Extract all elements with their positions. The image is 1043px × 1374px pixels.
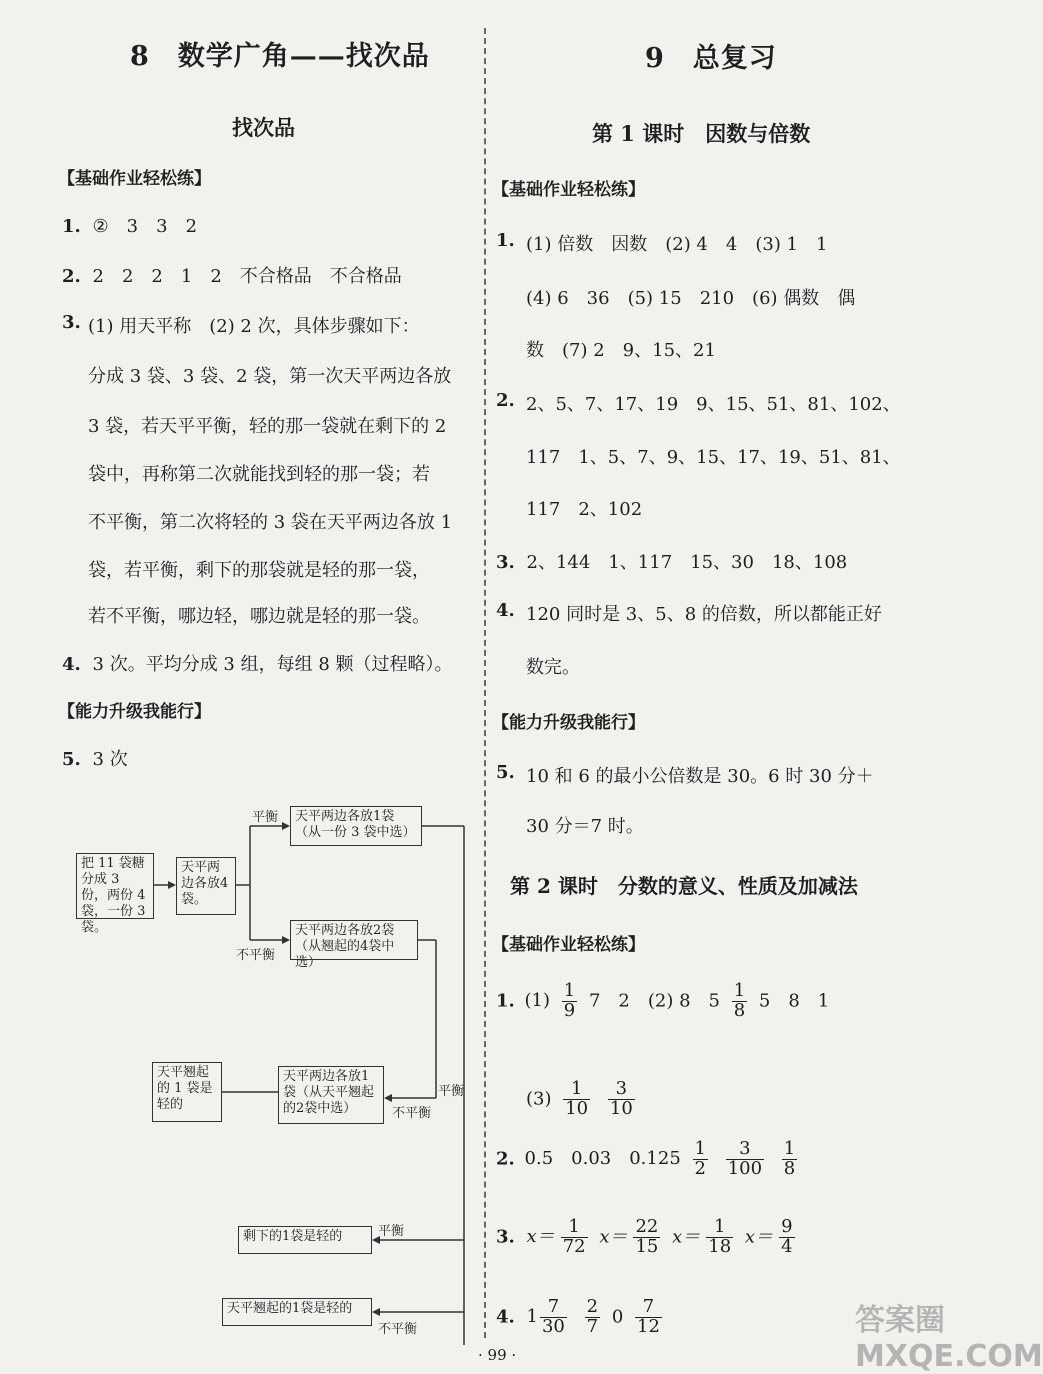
- adv-header-right: 【能力升级我能行】: [492, 713, 645, 733]
- label-balance-3: 平衡: [378, 1224, 405, 1239]
- l2-q3-frac4: $\frac{9}{4}$: [781, 1216, 793, 1257]
- diagram-start-box: 把 11 袋糖分成 3 份，两份 4 袋，一份 3 袋。: [76, 853, 154, 919]
- l2-q4-frac3: $\frac{7}{12}$: [637, 1296, 660, 1337]
- l2-q3-frac2: $\frac{22}{15}$: [635, 1216, 659, 1257]
- l2-q4-frac2: $\frac{2}{7}$: [586, 1296, 599, 1337]
- label-unbalance-1: 不平衡: [236, 948, 276, 963]
- q3-line-7: 若不平衡，哪边轻，哪边就是轻的那一袋。: [88, 606, 430, 627]
- r-q5-line-2: 30 分＝7 时。: [526, 816, 644, 837]
- section-title: 找次品: [232, 115, 295, 140]
- l2-q2-p1: 0.5 0.03 0.125: [524, 1148, 681, 1170]
- diagram-result-left-box: 天平翘起的 1 袋是轻的: [152, 1062, 222, 1122]
- l2-q1-p1: (1): [524, 990, 551, 1012]
- r-q4-line-2: 数完。: [526, 657, 580, 678]
- label-balance-2: 平衡: [438, 1084, 465, 1099]
- r-q2-line-1: 2、5、7、17、19 9、15、51、81、102、: [526, 394, 901, 415]
- l2-q3: [496, 1218, 801, 1257]
- q3-line-4: 袋中，再称第二次就能找到轻的那一袋；若: [88, 464, 430, 485]
- r-q2-num: 2.: [496, 390, 515, 411]
- r-q2-line-3: 117 2、102: [526, 499, 643, 520]
- l2-q3-frac3: $\frac{1}{18}$: [708, 1216, 732, 1257]
- q1-num: 1.: [62, 216, 81, 237]
- r-q4-num: 4.: [496, 600, 515, 621]
- l2-q4: [496, 1298, 668, 1337]
- r-q3: [496, 548, 847, 574]
- chapter-title-right: 9 总复习: [645, 43, 777, 74]
- flow-diagram-lines: [0, 0, 484, 1365]
- r-q3-text: 2、144 1、117 15、30 18、108: [526, 552, 848, 573]
- l2-q4-frac1: $\frac{7}{30}$: [541, 1296, 565, 1337]
- diagram-unbalanced-top-box: 天平两边各放2袋（从翘起的4袋中选）: [290, 920, 418, 960]
- l2-q1-p4: (3): [526, 1088, 552, 1110]
- diagram-balanced-top-box: 天平两边各放1袋（从一份 3 袋中选）: [290, 806, 422, 846]
- r-q5-line-1: 10 和 6 的最小公倍数是 30。6 时 30 分＋: [526, 766, 874, 787]
- l2-q3-x4: x＝: [744, 1226, 774, 1248]
- q3-line-6: 袋，若平衡，剩下的那袋就是轻的那一袋，: [88, 560, 430, 581]
- q4-text: 3 次。平均分成 3 组，每组 8 颗（过程略）。: [92, 654, 453, 675]
- l2-q2-frac2: $\frac{3}{100}$: [727, 1138, 763, 1179]
- q5-num: 5.: [62, 749, 81, 770]
- chapter-title-left: 8 数学广角——找次品: [130, 41, 430, 72]
- l2-q1-p2: 7 2 (2) 8 5: [588, 990, 720, 1012]
- l2-q4-whole: 1: [526, 1306, 538, 1328]
- r-q1-line-2: (4) 6 36 (5) 15 210 (6) 偶数 偶: [526, 288, 856, 309]
- l2-q4-zero: 0: [611, 1306, 624, 1328]
- basic-header-right-2: 【基础作业轻松练】: [492, 935, 645, 955]
- l2-q1-row1: [496, 982, 829, 1021]
- l2-q1-num: 1.: [496, 990, 515, 1012]
- q4-num: 4.: [62, 654, 81, 675]
- watermark-logo: 答案圈 MXQE.COM: [855, 1303, 1043, 1374]
- r-q2-line-2: 117 1、5、7、9、15、17、19、51、81、: [526, 447, 901, 468]
- q2-text: 2 2 2 1 2 不合格品 不合格品: [92, 266, 402, 287]
- l2-q1-frac3: $\frac{1}{10}$: [565, 1078, 589, 1119]
- l2-q1-row2: [526, 1080, 641, 1119]
- q3-line-2: 分成 3 袋、3 袋、2 袋，第一次天平两边各放: [88, 366, 452, 387]
- l2-q1-frac2: $\frac{1}{8}$: [733, 980, 746, 1021]
- basic-header-right: 【基础作业轻松练】: [492, 180, 645, 200]
- label-balance-1: 平衡: [252, 810, 279, 825]
- l2-q1-frac4: $\frac{3}{10}$: [609, 1078, 633, 1119]
- r-q1-line-3: 数 (7) 2 9、15、21: [526, 340, 716, 361]
- q1-text: ② 3 3 2: [92, 216, 198, 237]
- q3-num: 3.: [62, 312, 81, 333]
- page-number: · 99 ·: [478, 1346, 517, 1364]
- l2-q4-num: 4.: [496, 1306, 515, 1328]
- q3-line-3: 3 袋，若天平平衡，轻的那一袋就在剩下的 2: [88, 416, 447, 437]
- r-q5-num: 5.: [496, 762, 515, 783]
- basic-header-left: 【基础作业轻松练】: [58, 169, 211, 189]
- column-divider: [484, 28, 486, 1338]
- l2-q3-x1: x＝: [526, 1226, 555, 1248]
- q3-line-5: 不平衡，第二次将轻的 3 袋在天平两边各放 1: [88, 512, 453, 533]
- q5-text: 3 次: [92, 749, 128, 770]
- l2-q3-x3: x＝: [672, 1226, 701, 1248]
- lesson2-title: 第 2 课时 分数的意义、性质及加减法: [510, 874, 858, 898]
- q2-num: 2.: [62, 266, 81, 287]
- l2-q1-frac1: $\frac{1}{9}$: [563, 980, 576, 1021]
- r-q1-line-1: (1) 倍数 因数 (2) 4 4 (3) 1 1: [526, 234, 828, 255]
- r-q4-line-1: 120 同时是 3、5、8 的倍数，所以都能正好: [526, 604, 882, 625]
- label-unbalance-2: 不平衡: [392, 1106, 432, 1121]
- l2-q2-num: 2.: [496, 1148, 515, 1170]
- l2-q3-num: 3.: [496, 1226, 515, 1248]
- l2-q3-x2: x＝: [599, 1226, 628, 1248]
- diagram-result-balanced-box: 剩下的1袋是轻的: [238, 1226, 372, 1254]
- label-unbalance-3: 不平衡: [378, 1322, 418, 1337]
- r-q1-num: 1.: [496, 230, 515, 251]
- l2-q2-frac1: $\frac{1}{2}$: [694, 1138, 706, 1179]
- q3-line-1: (1) 用天平称 (2) 2 次，具体步骤如下：: [88, 316, 420, 337]
- l2-q3-frac1: $\frac{1}{72}$: [562, 1216, 586, 1257]
- diagram-result-unbalanced-box: 天平翘起的1袋是轻的: [222, 1298, 372, 1326]
- lesson1-title: 第 1 课时 因数与倍数: [592, 121, 811, 146]
- adv-header-left: 【能力升级我能行】: [58, 702, 211, 722]
- l2-q2: [496, 1140, 803, 1179]
- r-q3-num: 3.: [496, 552, 515, 573]
- l2-q1-p3: 5 8 1: [758, 990, 830, 1012]
- diagram-step3-box: 天平两边各放1袋（从天平翘起的2袋中选）: [278, 1066, 384, 1124]
- diagram-step1-box: 天平两边各放4袋。: [176, 857, 236, 915]
- l2-q2-frac3: $\frac{1}{8}$: [783, 1138, 796, 1179]
